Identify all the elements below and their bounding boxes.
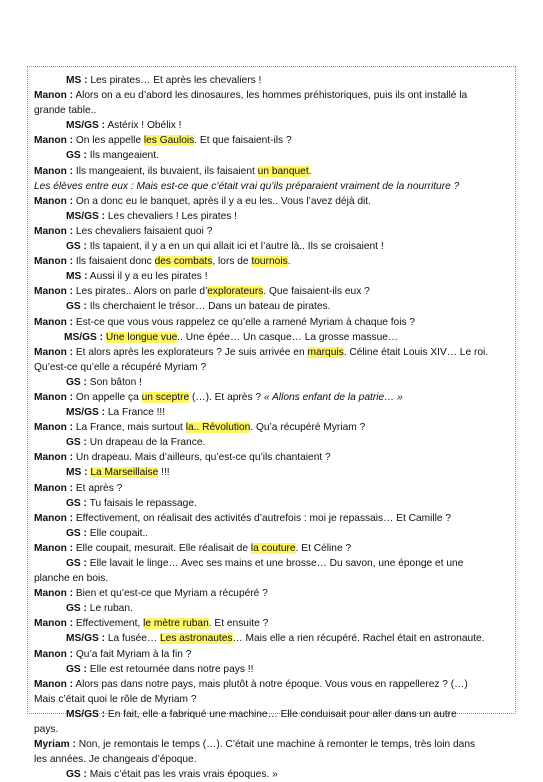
line-text: La France, mais surtout [73, 422, 186, 434]
speaker-label: Manon : [34, 422, 74, 434]
highlighted-term: la couture [250, 542, 296, 554]
line-text: Aussi il y a eu les pirates ! [87, 271, 208, 283]
transcript-line [34, 541, 512, 556]
transcript-line [34, 586, 512, 601]
transcript-line [34, 88, 512, 103]
line-text: On les appelle [73, 135, 144, 147]
highlighted-term: Les astronautes [160, 633, 233, 645]
line-text: Un drapeau. Mais d’ailleurs, qu’est-ce qu’ils chantaient ? [73, 452, 331, 464]
line-text: Un drapeau de la France. [86, 437, 206, 449]
transcript-line [34, 330, 512, 345]
highlighted-term: tournois [251, 256, 288, 268]
transcript-line [34, 254, 512, 269]
line-text: grande table.. [34, 105, 97, 117]
speaker-label: GS : [66, 769, 87, 781]
line-text: Qu’a fait Myriam à la fin ? [73, 648, 192, 660]
line-text: Les élèves entre eux : Mais est-ce que c’était vrai qu’ils préparaient vraiment de la nourriture ? [34, 180, 460, 192]
highlighted-term: des combats [154, 256, 213, 268]
line-text: .. Une épée… Un casque… La grosse massue… [177, 331, 399, 343]
speaker-label: GS : [66, 241, 87, 253]
speaker-label: GS : [66, 437, 87, 449]
line-text: Alors on a eu d’abord les dinosaures, les hommes préhistoriques, puis ils ont installé la [73, 90, 468, 102]
line-text: , lors de [212, 256, 252, 268]
transcript-line [34, 239, 512, 254]
line-text: On appelle ça [73, 391, 142, 403]
line-text: Ils mangeaient, ils buvaient, ils faisaient [73, 165, 258, 177]
highlighted-term: marquis [307, 346, 344, 358]
speaker-label: MS/GS : [64, 331, 104, 343]
line-text: Ils mangeaient. [86, 150, 159, 162]
line-text: En fait, elle a fabriqué une machine… Elle conduisait pour aller dans un autre [105, 708, 457, 720]
highlighted-term: les Gaulois [143, 135, 195, 147]
highlighted-term: la.. Révolution [185, 422, 251, 434]
transcript-line [34, 707, 512, 722]
transcript-line [34, 73, 512, 88]
speaker-label: Manon : [34, 256, 74, 268]
transcript-line [34, 526, 512, 541]
speaker-label: Manon : [34, 618, 74, 630]
speaker-label: Manon : [34, 482, 74, 494]
highlighted-term: explorateurs [207, 286, 264, 298]
speaker-label: GS : [66, 527, 87, 539]
line-text: Ils tapaient, il y a en un qui allait ici et l’autre là.. Ils se croisaient ! [86, 241, 384, 253]
highlighted-term: Une longue vue [105, 331, 178, 343]
line-text: . Que faisaient-ils eux ? [263, 286, 370, 298]
line-text: Elle coupait.. [86, 527, 149, 539]
line-text: Son bâton ! [86, 376, 142, 388]
transcript-body [34, 73, 512, 782]
line-text: . [287, 256, 291, 268]
line-text: . Qu’a récupéré Myriam ? [250, 422, 366, 434]
transcript-line [34, 752, 512, 767]
speaker-label: MS/GS : [66, 708, 106, 720]
transcript-line [34, 375, 512, 390]
line-text: pays. [34, 724, 59, 736]
line-text: La fusée… [105, 633, 160, 645]
line-text: !!! [158, 467, 170, 479]
transcript-line [34, 179, 512, 194]
speaker-label: MS/GS : [66, 120, 106, 132]
transcript-line [34, 435, 512, 450]
line-text: Astérix ! Obélix ! [105, 120, 182, 132]
line-text: Mais c’était quoi le rôle de Myriam ? [34, 693, 197, 705]
speaker-label: GS : [66, 150, 87, 162]
transcript-line [34, 148, 512, 163]
transcript-line [34, 118, 512, 133]
transcript-line [34, 737, 512, 752]
speaker-label: Manon : [34, 165, 74, 177]
line-text: La France !!! [105, 407, 166, 419]
speaker-label: Manon : [34, 391, 74, 403]
speaker-label: GS : [66, 376, 87, 388]
line-text: Et après ? [73, 482, 123, 494]
transcript-line [34, 571, 512, 586]
line-text: planche en bois. [34, 573, 109, 585]
line-text: Alors pas dans notre pays, mais plutôt à notre époque. Vous vous en rappellerez ? (…) [73, 678, 468, 690]
transcript-line [34, 420, 512, 435]
line-text: Les chevaliers faisaient quoi ? [73, 225, 213, 237]
transcript-line [34, 616, 512, 631]
transcript-line [34, 677, 512, 692]
line-text: Les chevaliers ! Les pirates ! [105, 210, 237, 222]
speaker-label: Manon : [34, 512, 74, 524]
highlighted-term: La Marseillaise [90, 467, 159, 479]
transcript-line [34, 511, 512, 526]
line-text: Qu’est-ce qu’elle a récupéré Myriam ? [34, 361, 207, 373]
speaker-label: Manon : [34, 316, 74, 328]
line-text: . [308, 165, 312, 177]
speaker-label: Manon : [34, 542, 74, 554]
highlighted-term: un sceptre [141, 391, 190, 403]
line-text: Le ruban. [86, 603, 133, 615]
line-text: . Et ensuite ? [208, 618, 269, 630]
line-text: . Et Céline ? [295, 542, 352, 554]
transcript-line [34, 390, 512, 405]
speaker-label: Manon : [34, 195, 74, 207]
line-text: Les pirates… Et après les chevaliers ! [87, 75, 262, 86]
speaker-label: Manon : [34, 346, 74, 358]
speaker-label: Manon : [34, 225, 74, 237]
line-text: . Céline était Louis XIV… Le roi. [343, 346, 489, 358]
speaker-label: MS : [66, 75, 88, 86]
line-text: Et alors après les explorateurs ? Je suis arrivée en [73, 346, 308, 358]
speaker-label: Manon : [34, 588, 74, 600]
highlighted-term: le mètre ruban [143, 618, 209, 630]
line-text: Est-ce que vous vous rappelez ce qu’elle a ramené Myriam à chaque fois ? [73, 316, 416, 328]
line-text: Effectivement, [73, 618, 144, 630]
line-text: Les pirates.. Alors on parle d’ [73, 286, 208, 298]
line-text: (…). Et après ? [189, 391, 264, 403]
transcript-line [34, 767, 512, 782]
transcript-line [34, 450, 512, 465]
speaker-label: GS : [66, 301, 87, 313]
transcript-line [34, 194, 512, 209]
line-text: Mais c’était pas les vrais vrais époques. » [86, 769, 278, 781]
transcript-line [34, 269, 512, 284]
line-text: Elle lavait le linge… Avec ses mains et une brosse… Du savon, une éponge et une [86, 558, 464, 569]
line-text: Non, je remontais le temps (…). C’était une machine à remonter le temps, très loin dans [75, 739, 476, 751]
transcript-line [34, 405, 512, 420]
speaker-label: Manon : [34, 135, 74, 147]
speaker-label: Manon : [34, 452, 74, 464]
line-text: . Et que faisaient-ils ? [194, 135, 292, 147]
speaker-label: Myriam : [34, 739, 76, 751]
transcript-line [34, 164, 512, 179]
transcript-line [34, 224, 512, 239]
line-text: Ils faisaient donc [73, 256, 155, 268]
transcript-line [34, 722, 512, 737]
speaker-label: GS : [66, 558, 87, 569]
transcript-line [34, 556, 512, 571]
transcript-line [34, 647, 512, 662]
line-text: « Allons enfant de la patrie… » [263, 391, 403, 403]
line-text: Elle coupait, mesurait. Elle réalisait de [73, 542, 251, 554]
transcript-line [34, 284, 512, 299]
line-text: Ils cherchaient le trésor… Dans un bateau de pirates. [86, 301, 331, 313]
speaker-label: Manon : [34, 90, 74, 102]
transcript-line [34, 631, 512, 646]
line-text: Bien et qu’est-ce que Myriam a récupéré ? [73, 588, 268, 600]
line-text: Effectivement, on réalisait des activités d’autrefois : moi je repassais… Et Camille ? [73, 512, 452, 524]
transcript-line [34, 103, 512, 118]
line-text: Elle est retournée dans notre pays !! [86, 663, 254, 675]
transcript-line [34, 496, 512, 511]
line-text: Tu faisais le repassage. [86, 497, 197, 509]
transcript-line [34, 360, 512, 375]
highlighted-term: un banquet [257, 165, 309, 177]
speaker-label: GS : [66, 497, 87, 509]
transcript-line [34, 133, 512, 148]
speaker-label: Manon : [34, 648, 74, 660]
line-text: … Mais elle a rien récupéré. Rachel était en astronaute. [232, 633, 485, 645]
transcript-line [34, 315, 512, 330]
transcript-line [34, 662, 512, 677]
speaker-label: MS : [66, 271, 88, 283]
speaker-label: Manon : [34, 678, 74, 690]
transcript-line [34, 481, 512, 496]
speaker-label: GS : [66, 663, 87, 675]
transcript-line [34, 345, 512, 360]
speaker-label: MS/GS : [66, 210, 106, 222]
transcript-line [34, 209, 512, 224]
speaker-label: MS/GS : [66, 407, 106, 419]
transcript-line [34, 299, 512, 314]
line-text: On a donc eu le banquet, après il y a eu les.. Vous l’avez déjà dit. [73, 195, 371, 207]
speaker-label: MS : [66, 467, 88, 479]
transcript-line [34, 465, 512, 480]
speaker-label: MS/GS : [66, 633, 106, 645]
speaker-label: GS : [66, 603, 87, 615]
line-text: les années. Je changeais d’époque. [34, 754, 197, 766]
speaker-label: Manon : [34, 286, 74, 298]
transcript-line [34, 601, 512, 616]
transcript-line [34, 692, 512, 707]
